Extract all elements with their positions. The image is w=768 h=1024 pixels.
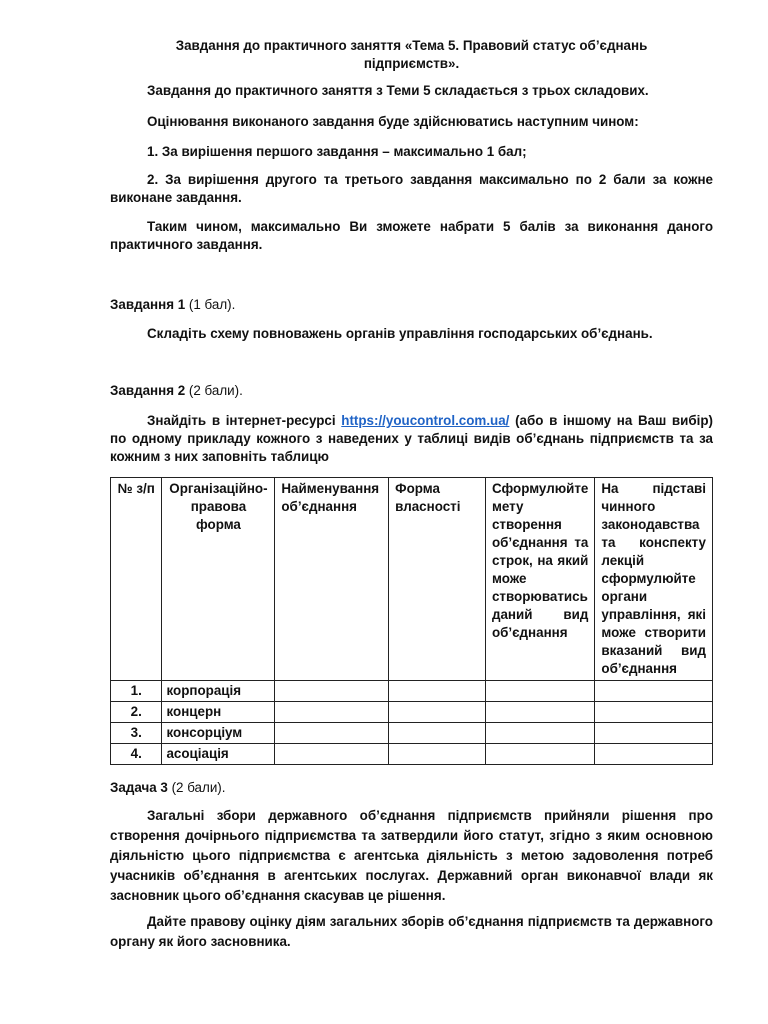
empty-cell[interactable] — [595, 744, 713, 765]
table-row — [111, 744, 713, 765]
empty-cell[interactable] — [275, 723, 389, 744]
table-row — [111, 681, 713, 702]
enterprise-associations-table — [110, 477, 713, 765]
task2-text-before: Знайдіть в інтернет-ресурсі — [147, 413, 342, 428]
empty-cell[interactable] — [389, 723, 486, 744]
intro-paragraph-1: Завдання до практичного заняття з Теми 5 складається з трьох складових. — [147, 83, 649, 98]
empty-cell[interactable] — [485, 702, 594, 723]
task1-heading — [110, 296, 713, 314]
page-title-line1: Завдання до практичного заняття «Тема 5. Правовий статус об’єднань — [175, 38, 648, 53]
empty-cell[interactable] — [389, 702, 486, 723]
header-cell-governing-bodies: На підставі чинного законодавства та конспекту лекцій сформулюйте органи управління, які може створити вказаний вид об’єднання — [595, 478, 713, 681]
row-number-cell: 4. — [111, 744, 162, 765]
table-row — [111, 702, 713, 723]
task3-title: Задача 3 — [110, 780, 168, 795]
row-form-cell: корпорація — [162, 681, 275, 702]
intro-paragraph-2: Оцінювання виконаного завдання буде здійснюватись наступним чином: — [147, 114, 639, 129]
table-row — [111, 723, 713, 744]
intro-paragraph-3: 1. За вирішення першого завдання – максимально 1 бал; — [147, 144, 527, 159]
page-title-line2: підприємств». — [363, 56, 460, 71]
empty-cell[interactable] — [275, 681, 389, 702]
header-cell-ownership-form: Форма власності — [389, 478, 486, 681]
header-cell-legal-form: Організаційно-правова форма — [162, 478, 275, 681]
task2-title: Завдання 2 — [110, 383, 186, 398]
empty-cell[interactable] — [485, 744, 594, 765]
task1-points: (1 бал). — [185, 297, 236, 312]
row-form-cell: концерн — [162, 702, 275, 723]
task2-points: (2 бали). — [185, 383, 243, 398]
task3-heading — [110, 779, 713, 797]
task3-paragraph-1: Загальні збори державного об’єднання підприємств прийняли рішення про створення дочірнього підприємства та затвердили його статут, згідно з яким основною діяльністю цього підприємства є агентська діяльність з метою задоволення потреб учасників об’єднання в агентських послугах. Державний орган виконавчої влади як засновник цього об’єднання скасував це рішення. — [110, 808, 713, 903]
page-title — [110, 37, 713, 73]
task2-text-after: (або в іншому на Ваш вибір) по одному прикладу кожного з наведених у таблиці видів об’єднань підприємств та за кожним з них заповніть таблицю — [110, 413, 713, 464]
header-cell-association-name: Найменування об’єднання — [275, 478, 389, 681]
header-cell-number: № з/п — [111, 478, 162, 681]
table-header-row — [111, 478, 713, 681]
task3-points: (2 бали). — [167, 780, 226, 795]
task2-text — [110, 412, 713, 466]
empty-cell[interactable] — [485, 723, 594, 744]
row-form-cell: асоціація — [162, 744, 275, 765]
task2-heading — [110, 382, 713, 400]
row-number-cell: 1. — [111, 681, 162, 702]
row-form-cell: консорціум — [162, 723, 275, 744]
row-number-cell: 2. — [111, 702, 162, 723]
youcontrol-link[interactable]: https://youcontrol.com.ua/ — [341, 413, 510, 428]
empty-cell[interactable] — [389, 744, 486, 765]
header-cell-purpose: Сформулюйте мету створення об’єднання та строк, на який може створюватись даний вид об’єднання — [485, 478, 594, 681]
row-number-cell: 3. — [111, 723, 162, 744]
empty-cell[interactable] — [595, 681, 713, 702]
intro-paragraph-4: 2. За вирішення другого та третього завдання максимально по 2 бали за кожне виконане завдання. — [110, 172, 713, 205]
empty-cell[interactable] — [485, 681, 594, 702]
empty-cell[interactable] — [275, 702, 389, 723]
intro-paragraph-5: Таким чином, максимально Ви зможете набрати 5 балів за виконання даного практичного завдання. — [110, 219, 713, 252]
empty-cell[interactable] — [275, 744, 389, 765]
empty-cell[interactable] — [595, 702, 713, 723]
task3-paragraph-2: Дайте правову оцінку діям загальних зборів об’єднання підприємств та державного органу як його засновника. — [110, 914, 713, 949]
empty-cell[interactable] — [389, 681, 486, 702]
empty-cell[interactable] — [595, 723, 713, 744]
task1-text: Складіть схему повноважень органів управління господарських об’єднань. — [147, 326, 653, 341]
task1-title: Завдання 1 — [110, 297, 186, 312]
